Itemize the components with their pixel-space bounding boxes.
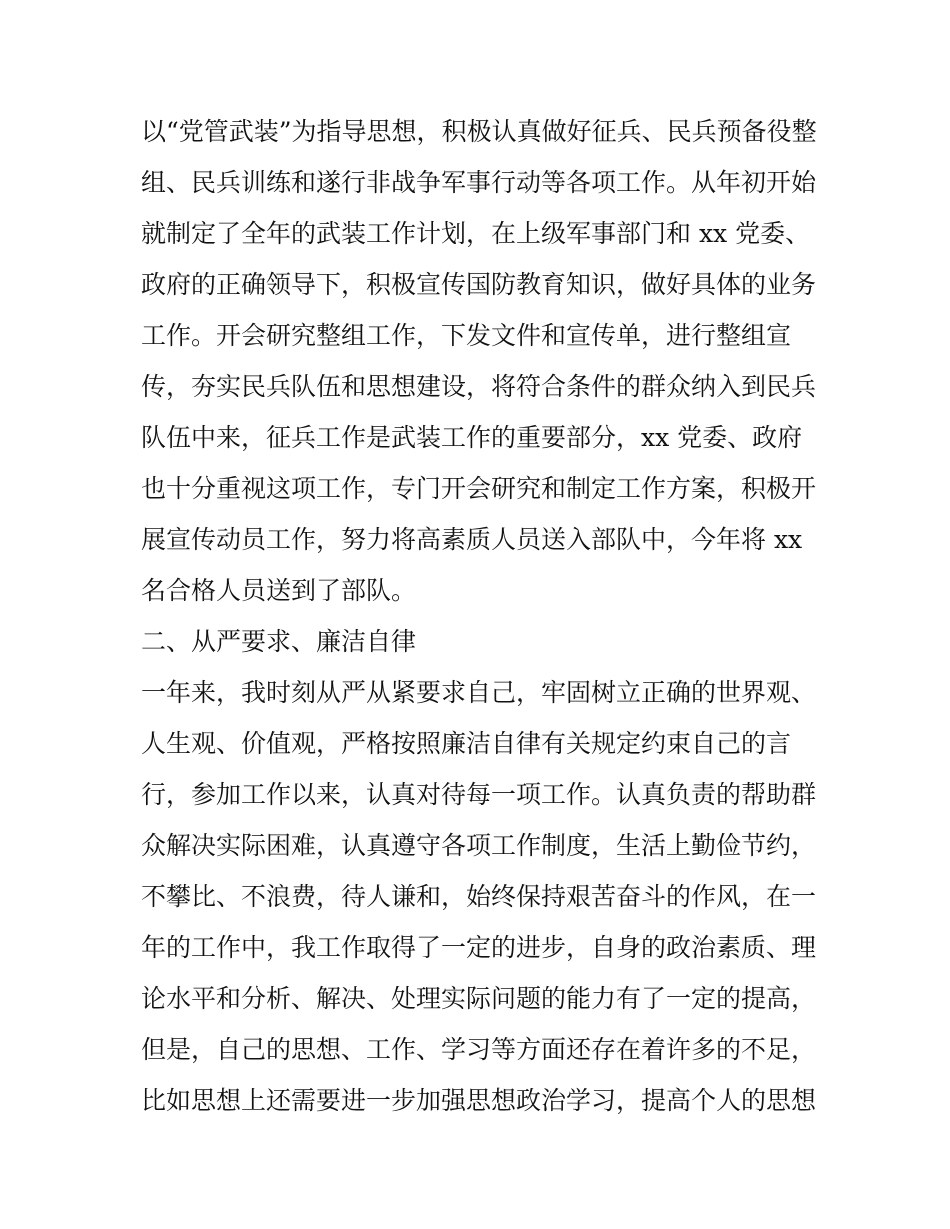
text-line: 不攀比、不浪费，待人谦和，始终保持艰苦奋斗的作风，在一 — [141, 882, 817, 911]
text-line: 也十分重视这项工作，专门开会研究和制定工作方案，积极开 — [141, 474, 817, 503]
section-heading: 二、从严要求、廉洁自律 — [141, 627, 417, 656]
text-line: 就制定了全年的武装工作计划，在上级军事部门和 xx 党委、 — [141, 219, 811, 248]
text-line: 工作。开会研究整组工作，下发文件和宣传单，进行整组宣 — [141, 321, 792, 350]
text-line: 众解决实际困难，认真遵守各项工作制度，生活上勤俭节约， — [141, 831, 817, 860]
text-line: 人生观、价值观，严格按照廉洁自律有关规定约束自己的言 — [141, 729, 792, 758]
text-line: 行，参加工作以来，认真对待每一项工作。认真负责的帮助群 — [141, 780, 817, 809]
text-line: 比如思想上还需要进一步加强思想政治学习，提高个人的思想 — [141, 1086, 817, 1115]
body-text — [141, 106, 821, 1126]
text-line: 队伍中来，征兵工作是武装工作的重要部分，xx 党委、政府 — [141, 423, 803, 452]
text-line: 以“党管武装”为指导思想，积极认真做好征兵、民兵预备役整 — [141, 117, 817, 146]
text-line: 一年来，我时刻从严从紧要求自己，牢固树立正确的世界观、 — [141, 678, 817, 707]
text-line: 组、民兵训练和遂行非战争军事行动等各项工作。从年初开始 — [141, 168, 817, 197]
text-line: 展宣传动员工作，努力将高素质人员送入部队中，今年将 xx — [141, 525, 803, 554]
text-line: 政府的正确领导下，积极宣传国防教育知识，做好具体的业务 — [141, 270, 817, 299]
text-line: 论水平和分析、解决、处理实际问题的能力有了一定的提高， — [141, 984, 817, 1013]
text-line: 年的工作中，我工作取得了一定的进步，自身的政治素质、理 — [141, 933, 817, 962]
text-line: 但是，自己的思想、工作、学习等方面还存在着许多的不足， — [141, 1035, 817, 1064]
text-line: 名合格人员送到了部队。 — [141, 576, 417, 605]
text-line: 传，夯实民兵队伍和思想建设，将符合条件的群众纳入到民兵 — [141, 372, 817, 401]
